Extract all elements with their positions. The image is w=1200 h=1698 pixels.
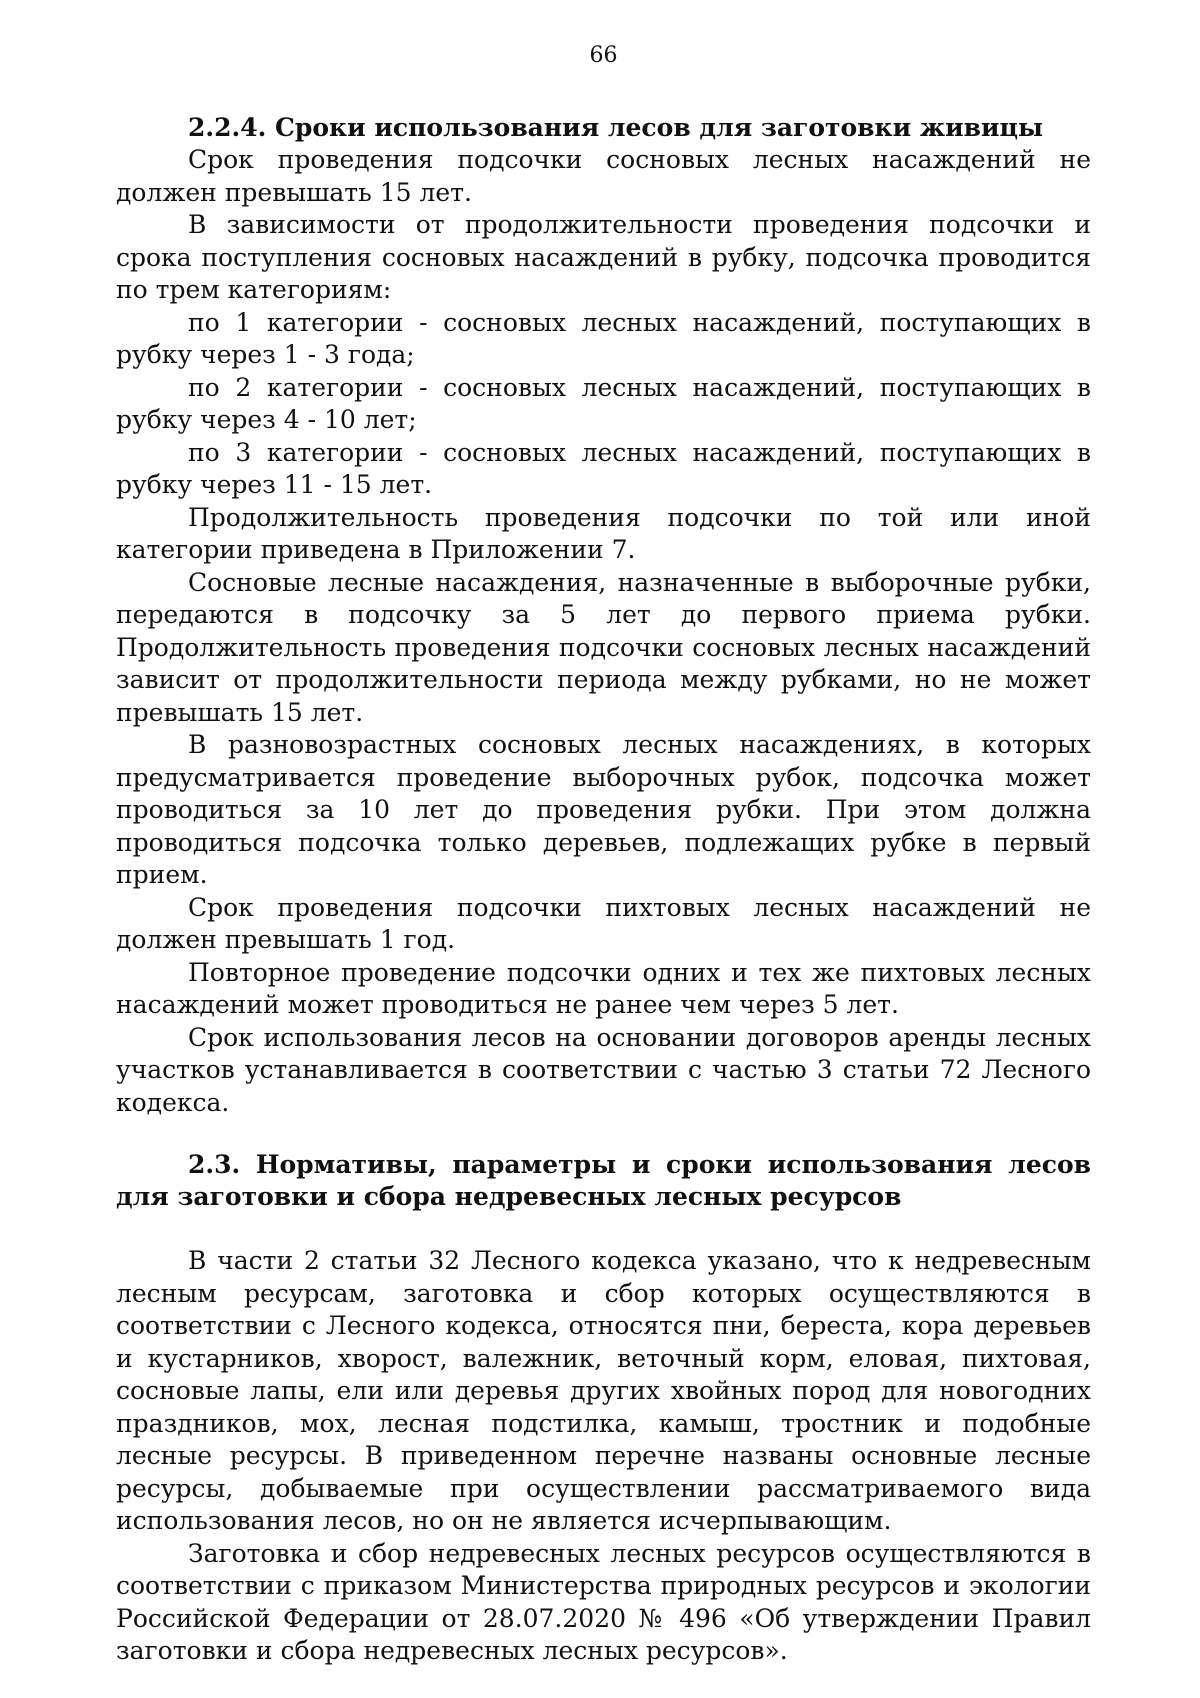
- paragraph: В зависимости от продолжительности проведения подсочки и срока поступления сосновых насаждений в рубку, подсочка проводится по трем категориям:: [116, 210, 1091, 304]
- page-number: 66: [589, 43, 618, 68]
- paragraph: по 2 категории - сосновых лесных насаждений, поступающих в рубку через 4 - 10 лет;: [116, 372, 1091, 434]
- paragraph: Повторное проведение подсочки одних и тех же пихтовых лесных насаждений может проводиться не ранее чем через 5 лет.: [116, 957, 1091, 1019]
- paragraph: Срок проведения подсочки пихтовых лесных насаждений не должен превышать 1 год.: [116, 892, 1091, 954]
- section-heading-2-2-4: 2.2.4. Сроки использования лесов для заготовки живицы: [188, 113, 1044, 142]
- paragraph: по 3 категории - сосновых лесных насаждений, поступающих в рубку через 11 - 15 лет.: [116, 437, 1091, 499]
- paragraph: Срок использования лесов на основании договоров аренды лесных участков устанавливается в соответствии с частью 3 статьи 72 Лесного кодекса.: [116, 1022, 1091, 1117]
- paragraph: Срок проведения подсочки сосновых лесных насаждений не должен превышать 15 лет.: [116, 145, 1091, 207]
- paragraph: по 1 категории - сосновых лесных насаждений, поступающих в рубку через 1 - 3 года;: [116, 307, 1091, 369]
- section-heading-2-3-line1: 2.3. Нормативы, параметры и сроки использования лесов: [188, 1150, 1091, 1179]
- paragraph: Продолжительность проведения подсочки по той или иной категории приведена в Приложении 7.: [116, 502, 1091, 564]
- paragraph: Сосновые лесные насаждения, назначенные в выборочные рубки, передаются в подсочку за 5 лет до первого приема рубки. Продолжительность проведения подсочки сосновых лесных насаждений зависит от продолжительности периода между рубками, но не может превышать 15 лет.: [116, 567, 1091, 727]
- section-heading-2-3-line2: для заготовки и сбора недревесных лесных ресурсов: [116, 1182, 902, 1211]
- section-heading-2-3: [116, 1149, 1091, 1213]
- section-2-3-body: [116, 1245, 1091, 1668]
- section-2-2-4-body: [116, 144, 1091, 1119]
- paragraph: В разновозрастных сосновых лесных насаждениях, в которых предусматривается проведение выборочных рубок, подсочка может проводиться за 10 лет до проведения рубки. При этом должна проводиться подсочка только деревьев, подлежащих рубке в первый прием.: [116, 730, 1091, 889]
- document-page: [116, 40, 1091, 1668]
- paragraph: Заготовка и сбор недревесных лесных ресурсов осуществляются в соответствии с приказом Министерства природных ресурсов и экологии Российской Федерации от 28.07.2020 № 496 «Об утверждении Правил заготовки и сбора недревесных лесных ресурсов».: [116, 1538, 1091, 1665]
- paragraph: В части 2 статьи 32 Лесного кодекса указано, что к недревесным лесным ресурсам, заготовка и сбор которых осуществляются в соответствии с Лесного кодекса, относятся пни, береста, кора деревьев и кустарников, хворост, валежник, веточный корм, еловая, пихтовая, сосновые лапы, ели или деревья других хвойных пород для новогодних праздников, мох, лесная подстилка, камыш, тростник и подобные лесные ресурсы. В приведенном перечне названы основные лесные ресурсы, добываемые при осуществлении рассматриваемого вида использования лесов, но он не является исчерпывающим.: [116, 1246, 1091, 1535]
